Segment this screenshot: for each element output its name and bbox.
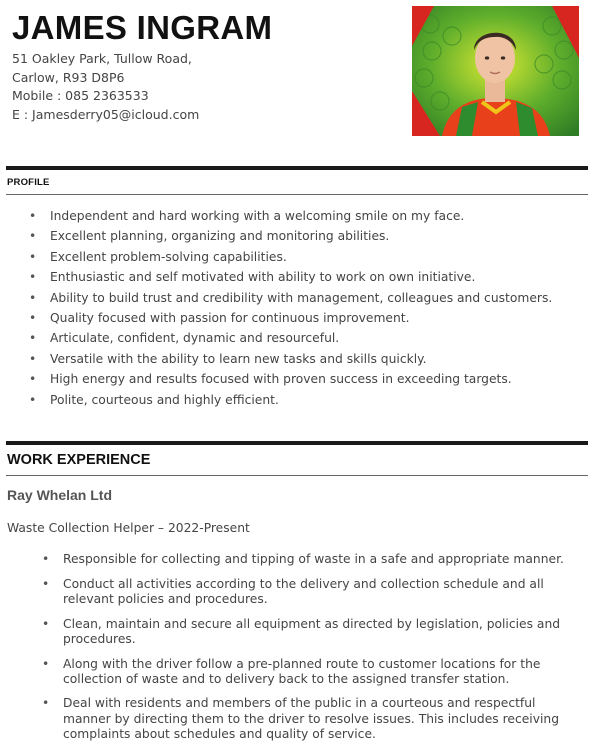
bullet-icon: • xyxy=(42,656,50,671)
bullet-icon: • xyxy=(29,229,37,244)
duty-item: • Conduct all activities according to the delivery and collection schedule and all relevant policies and procedures. xyxy=(42,576,544,606)
company-name: Ray Whelan Ltd xyxy=(7,487,113,503)
profile-photo-illustration xyxy=(412,6,579,136)
candidate-name: JAMES INGRAM xyxy=(12,9,273,46)
bullet-icon: • xyxy=(29,209,37,223)
duty-item: • Clean, maintain and secure all equipment as directed by legislation, policies and procedures. xyxy=(42,616,561,646)
address-line-2: Carlow, R93 D8P6 xyxy=(12,69,125,85)
bullet-icon: • xyxy=(29,372,37,387)
profile-item: • High energy and results focused with proven success in exceeding targets. xyxy=(0,369,590,389)
profile-item: • Articulate, confident, dynamic and resourceful. xyxy=(0,328,590,348)
profile-divider-thick xyxy=(6,166,588,170)
profile-item: • Quality focused with passion for continuous improvement. xyxy=(0,308,590,328)
work-experience-heading: WORK EXPERIENCE xyxy=(7,452,151,468)
mobile-number: Mobile : 085 2363533 xyxy=(12,88,149,103)
profile-divider-thin xyxy=(6,194,588,195)
profile-item: • Excellent problem-solving capabilities. xyxy=(0,247,590,267)
profile-heading: PROFILE xyxy=(7,177,50,188)
bullet-icon: • xyxy=(29,270,37,285)
profile-item: • Enthusiastic and self motivated with ability to work on own initiative. xyxy=(0,267,590,287)
duty-item: • Along with the driver follow a pre-planned route to customer locations for the collection of waste and to delivery back to the assigned transfer station. xyxy=(42,656,541,686)
bullet-icon: • xyxy=(29,351,37,366)
work-divider-thick xyxy=(6,441,588,445)
profile-item: • Ability to build trust and credibility with management, colleagues and customers. xyxy=(0,288,590,308)
bullet-icon: • xyxy=(42,552,50,566)
duty-item: • Deal with residents and members of the public in a courteous and respectful manner by directing them to the driver to resolve issues. This includes receiving complaints about schedules and quality of service. xyxy=(42,696,560,741)
profile-item: • Excellent planning, organizing and monitoring abilities. xyxy=(0,226,590,246)
bullet-icon: • xyxy=(42,616,50,631)
bullet-icon: • xyxy=(42,576,50,591)
duties-list xyxy=(0,552,592,752)
profile-list xyxy=(0,206,590,410)
job-role: Waste Collection Helper – 2022-Present xyxy=(7,521,250,535)
address-line-1: 51 Oakley Park, Tullow Road, xyxy=(12,51,192,66)
bullet-icon: • xyxy=(29,290,37,305)
work-divider-thin xyxy=(6,475,588,476)
profile-item: • Polite, courteous and highly efficient. xyxy=(0,390,590,410)
duty-item: • Responsible for collecting and tipping of waste in a safe and appropriate manner. xyxy=(42,552,564,566)
bullet-icon: • xyxy=(42,696,50,711)
bullet-icon: • xyxy=(29,311,37,326)
profile-photo xyxy=(412,6,579,136)
bullet-icon: • xyxy=(29,331,37,346)
cv-header xyxy=(12,10,392,124)
bullet-icon: • xyxy=(29,392,37,407)
bullet-icon: • xyxy=(29,249,37,264)
email-address: E : Jamesderry05@icloud.com xyxy=(12,106,200,122)
profile-item: • Independent and hard working with a welcoming smile on my face. xyxy=(0,206,590,226)
profile-item: • Versatile with the ability to learn new tasks and skills quickly. xyxy=(0,349,590,369)
